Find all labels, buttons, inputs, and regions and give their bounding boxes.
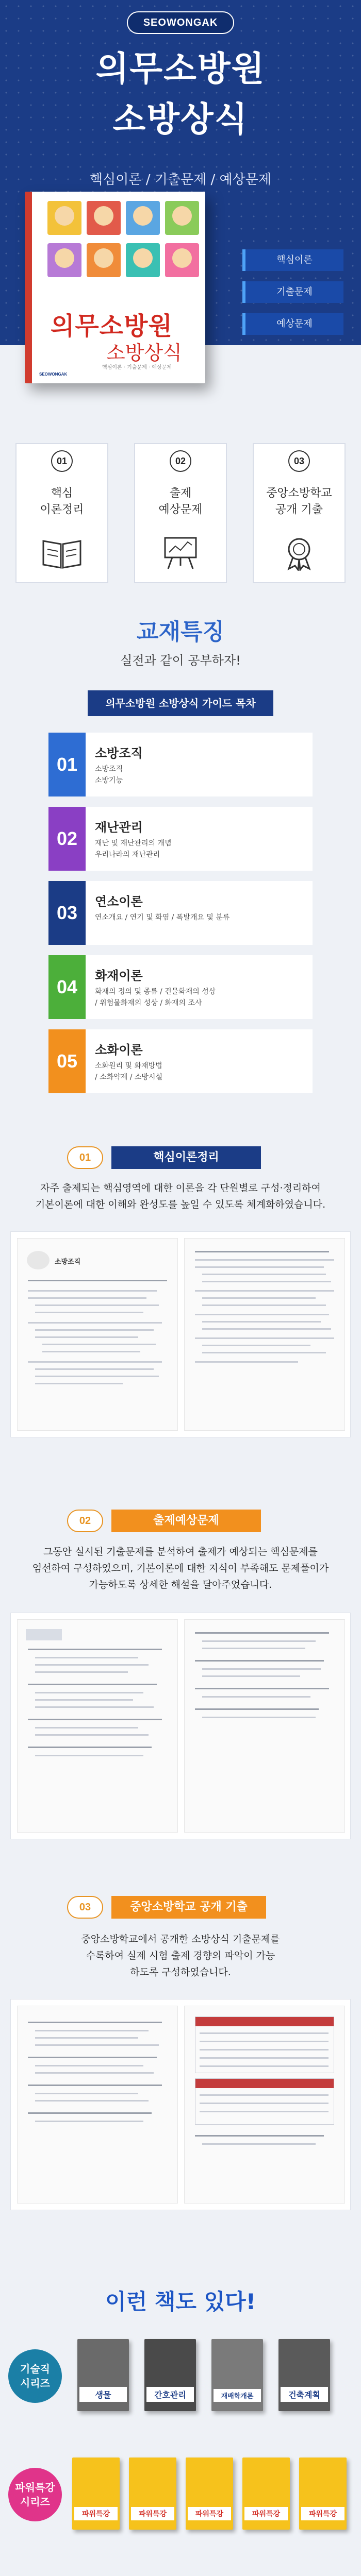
toc-title: 연소이론 — [95, 894, 143, 909]
feature-card-official-exam — [253, 443, 346, 583]
feature-label: 출제 예상문제 — [158, 487, 203, 516]
section-header-official-exam — [67, 1896, 294, 1919]
sample-table — [195, 2078, 334, 2125]
series-book-title: 파워특강 — [188, 2507, 231, 2520]
toc-desc: 재난 및 재난관리의 개념 우리나라의 재난관리 — [95, 839, 172, 859]
sample-page-heading: 소방조직 — [55, 1258, 81, 1266]
toc-title: 소화이론 — [95, 1043, 143, 1057]
sample-page-right — [184, 1238, 345, 1431]
cover-illustration-7 — [126, 243, 160, 277]
sample-table — [195, 2016, 334, 2073]
section-number: 02 — [67, 1510, 103, 1532]
series-book-title: 재배학개론 — [214, 2389, 261, 2402]
section-header-expected — [67, 1510, 294, 1532]
chapter-tab — [26, 1629, 62, 1640]
series-book[interactable] — [278, 2339, 330, 2411]
section-desc: 자주 출제되는 핵심영역에 대한 이론을 각 단원별로 구성·정리하여 기본이론에 대한 이해와 완성도를 높일 수 있도록 체계화하였습니다. — [35, 1182, 326, 1210]
hero-title-line2: 소방상식 — [112, 99, 249, 139]
series-book[interactable] — [211, 2339, 263, 2411]
book-cover — [25, 192, 205, 383]
series-book-title: 생물 — [79, 2387, 127, 2402]
section-label: 출제예상문제 — [111, 1510, 261, 1532]
cover-illustration-4 — [165, 201, 199, 235]
series-book[interactable] — [129, 2458, 176, 2530]
sample-page-right — [184, 2006, 345, 2204]
series-title: 이런 책도 있다! — [105, 2289, 256, 2314]
sample-page-right — [184, 1619, 345, 1833]
features-subtitle: 실전과 같이 공부하자! — [120, 653, 241, 668]
hero-subtitle: 핵심이론 / 기출문제 / 예상문제 — [90, 172, 271, 188]
brand-logo: SEOWONGAK — [127, 11, 234, 34]
series-book[interactable] — [299, 2458, 347, 2530]
book-icon — [41, 535, 83, 571]
feature-label: 핵심 이론정리 — [40, 487, 84, 516]
toc-title: 화재이론 — [95, 969, 143, 983]
section-label: 중앙소방학교 공개 기출 — [111, 1896, 266, 1919]
feature-number: 02 — [170, 450, 191, 472]
section-desc: 중앙소방학교에서 공개한 소방상식 기출문제를 수록하여 실제 시험 출제 경향의 파악이 가능 하도록 구성하였습니다. — [81, 1934, 280, 1978]
toc-desc: 연소개요 / 연기 및 화염 / 폭발개요 및 분류 — [95, 913, 230, 922]
toc-header: 의무소방원 소방상식 가이드 목차 — [88, 690, 273, 716]
book-spine — [25, 192, 32, 383]
series-book-title: 건축계획 — [281, 2387, 328, 2402]
hero-banner — [0, 0, 361, 407]
toc-title: 재난관리 — [95, 820, 143, 835]
medal-icon — [278, 535, 320, 571]
section-label: 핵심이론정리 — [111, 1146, 261, 1169]
toc-number: 05 — [48, 1029, 86, 1093]
toc-item — [48, 1029, 313, 1093]
book-cover-subtitle: 소방상식 — [106, 342, 182, 364]
feature-number: 03 — [288, 450, 310, 472]
cover-illustration-2 — [87, 201, 121, 235]
book-cover-publisher: SEOWONGAK — [39, 372, 68, 377]
sample-page-spread-expected — [10, 1613, 351, 1839]
chapter-badge — [27, 1251, 50, 1269]
toc-desc: 소화원리 및 화재방법 / 소화약제 / 소방시설 — [95, 1062, 162, 1081]
toc-item — [48, 807, 313, 871]
hero-title-line1: 의무소방원 — [95, 49, 266, 89]
series-book-title: 파워특강 — [74, 2507, 118, 2520]
sample-page-left — [17, 1619, 178, 1833]
series-book-title: 간호관리 — [146, 2387, 194, 2402]
cover-illustration-6 — [87, 243, 121, 277]
toc-number: 03 — [48, 881, 86, 945]
series-book-title: 파워특강 — [301, 2507, 344, 2520]
series-label-tech: 기술직 시리즈 — [8, 2349, 62, 2403]
section-header-theory — [67, 1146, 294, 1169]
feature-label: 중앙소방학교 공개 기출 — [266, 487, 332, 516]
sample-page-spread-official-exam — [10, 1999, 351, 2210]
cover-illustration-1 — [47, 201, 81, 235]
cover-illustration-8 — [165, 243, 199, 277]
series-book[interactable] — [242, 2458, 290, 2530]
easel-icon — [160, 535, 201, 571]
toc-item — [48, 881, 313, 945]
section-desc: 그동안 실시된 기출문제를 분석하여 출제가 예상되는 핵심문제를 엄선하여 구성하였으며, 기본이론에 대한 지식이 부족해도 문제풀이가 가능하도록 상세한 해설을 달아주었습니다. — [32, 1546, 329, 1590]
series-book[interactable] — [144, 2339, 196, 2411]
toc-desc: 화재의 정의 및 종류 / 건물화재의 성상 / 위험물화재의 성상 / 화재의 조사 — [95, 988, 216, 1007]
book-cover-subline: 핵심이론 · 기출문제 · 예상문제 — [102, 365, 172, 370]
section-number: 03 — [67, 1896, 103, 1919]
series-book-title: 파워특강 — [244, 2507, 288, 2520]
series-label-power: 파워특강 시리즈 — [8, 2468, 62, 2521]
toc-item — [48, 955, 313, 1019]
toc-title: 소방조직 — [95, 746, 143, 760]
toc-number: 04 — [48, 955, 86, 1019]
series-book[interactable] — [77, 2339, 129, 2411]
cover-illustration-5 — [47, 243, 81, 277]
hero-tag-expected: 예상문제 — [242, 313, 343, 335]
sample-page-left — [17, 2006, 178, 2204]
series-book[interactable] — [186, 2458, 233, 2530]
series-book-title: 파워특강 — [131, 2507, 174, 2520]
toc-number: 01 — [48, 733, 86, 796]
sample-page-left — [17, 1238, 178, 1431]
toc-item — [48, 733, 313, 796]
sample-page-spread-theory — [10, 1231, 351, 1437]
feature-number: 01 — [51, 450, 73, 472]
cover-illustration-3 — [126, 201, 160, 235]
series-book[interactable] — [72, 2458, 120, 2530]
section-number: 01 — [67, 1146, 103, 1169]
book-cover-title: 의무소방원 — [51, 312, 173, 341]
feature-card-theory — [15, 443, 108, 583]
toc-desc: 소방조직 소방기능 — [95, 765, 123, 785]
toc-number: 02 — [48, 807, 86, 871]
hero-tag-past-exam: 기출문제 — [242, 281, 343, 303]
hero-tag-theory: 핵심이론 — [242, 249, 343, 271]
feature-card-expected — [134, 443, 227, 583]
features-title: 교재특징 — [136, 619, 224, 645]
